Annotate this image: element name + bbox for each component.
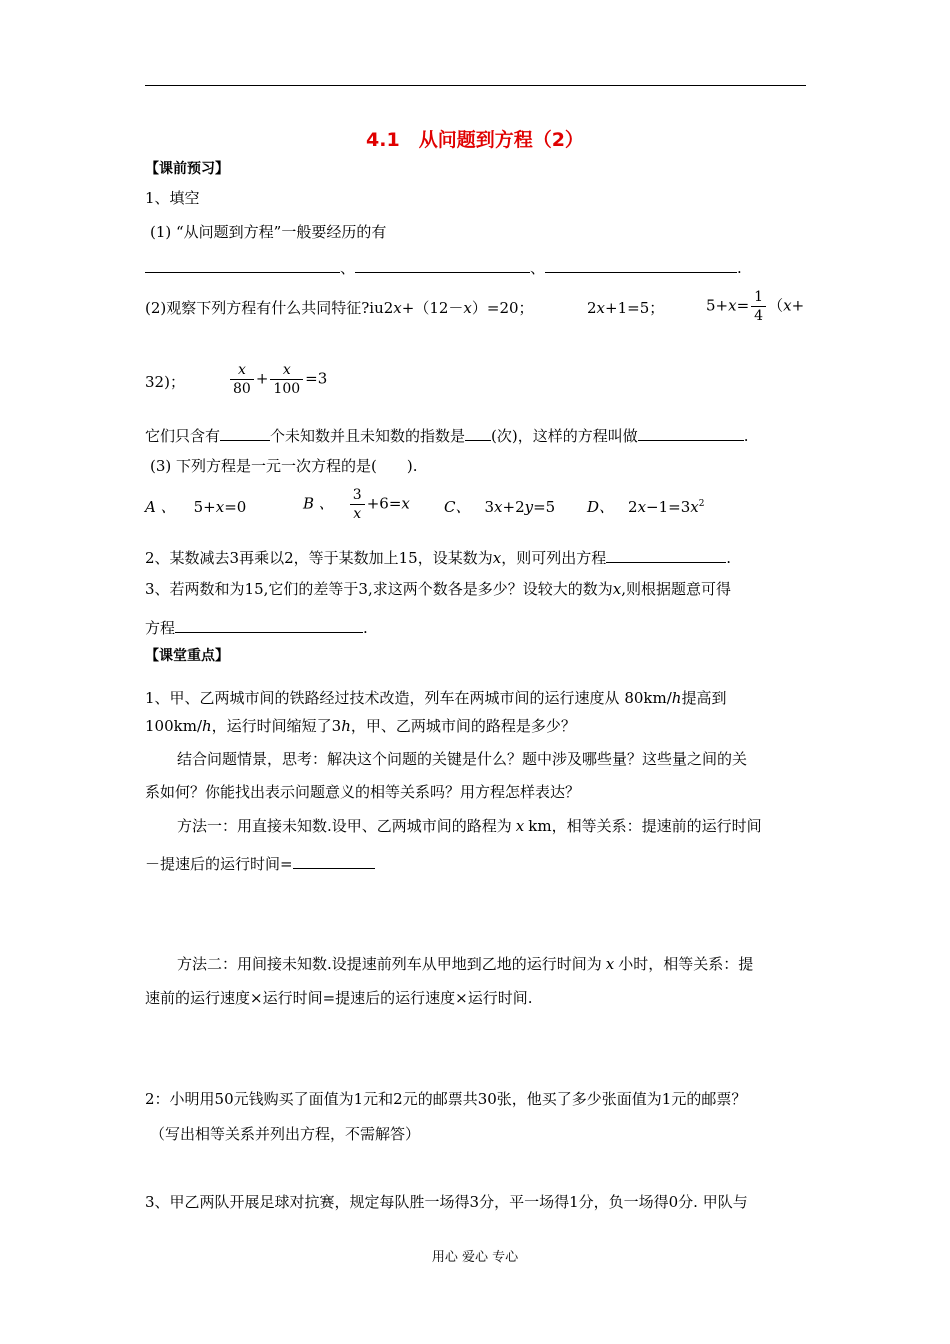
k3-line1: 3、甲乙两队开展足球对抗赛，规定每队胜一场得3分，平一场得1分，负一场得0分. 甲队与	[145, 1193, 748, 1211]
k1-method2-line1: 方法二：用间接未知数.设提速前列车从甲地到乙地的运行时间为 x 小时，相等关系：提	[177, 955, 754, 973]
fraction-x-over-80: $\frac{x}{80}$	[230, 363, 254, 396]
q2-text: 2、某数减去3再乘以2，等于某数加上15，设某数为x，则可列出方程 .	[145, 549, 731, 567]
fraction-x-over-100: $\frac{x}{100}$	[270, 363, 303, 396]
q1-part2-intro: (2)观察下列方程有什么共同特征?iu2x+（12－x）=20；	[145, 299, 534, 317]
equation-3-continued: 32)；	[145, 373, 185, 391]
k1-method1-blank[interactable]	[293, 854, 375, 869]
q1-part1-text: (1) “从问题到方程”一般要经历的有	[150, 223, 387, 241]
fraction-3-over-x: $\frac{3}{x}$	[350, 488, 365, 521]
blank-3[interactable]	[545, 258, 737, 273]
k1-line2: 100km/h，运行时间缩短了3h，甲、乙两城市间的路程是多少？	[145, 717, 576, 735]
option-b[interactable]: B 、 $\frac{3}{x}$ +6=x	[303, 487, 410, 522]
period: .	[737, 259, 742, 277]
k2-line2: （写出相等关系并列出方程，不需解答）	[150, 1125, 421, 1143]
section-preview-heading: 【课前预习】	[145, 161, 229, 177]
blank-2[interactable]	[355, 258, 530, 273]
option-a[interactable]: A 、 5+x=0	[145, 498, 247, 516]
page-title: 4.1 从问题到方程（2）	[366, 129, 584, 151]
separator: 、	[340, 259, 356, 277]
section-key-points-heading: 【课堂重点】	[145, 648, 229, 664]
blank-1[interactable]	[145, 258, 340, 273]
k1-think-line1: 结合问题情景，思考：解决这个问题的关键是什么？题中涉及哪些量？这些量之间的关	[177, 750, 748, 768]
blank-name[interactable]	[638, 426, 744, 441]
top-rule	[145, 85, 806, 86]
q1-part3-text: (3) 下列方程是一元一次方程的是( ).	[150, 457, 418, 475]
k1-method2-line2: 速前的运行速度×运行时间=提速后的运行速度×运行时间.	[145, 989, 533, 1007]
q3-text: 3、若两数和为15,它们的差等于3,求这两个数各是多少？设较大的数为x,则根据题意可得	[145, 580, 731, 598]
q3-line2: 方程 .	[145, 619, 368, 637]
k2-line1: 2：小明用50元钱购买了面值为1元和2元的邮票共30张，他买了多少张面值为1元的邮票？	[145, 1090, 747, 1108]
fraction-one-quarter: $\frac{1}{4}$	[751, 290, 766, 323]
q3-answer-blank[interactable]	[175, 618, 363, 633]
equation-4: $\frac{x}{80}$ + $\frac{x}{100}$ =3	[228, 363, 327, 396]
k1-method1-line1: 方法一：用直接未知数.设甲、乙两城市间的路程为 x km，相等关系：提速前的运行时间	[177, 817, 762, 835]
option-d[interactable]: D、 $2x-1=3x^2$	[587, 498, 705, 516]
equation-3: 5+x= $\frac{1}{4}$ （x+	[706, 289, 805, 324]
separator: 、	[530, 259, 546, 277]
k1-think-line2: 系如何？你能找出表示问题意义的相等关系吗？用方程怎样表达？	[145, 783, 581, 801]
q2-answer-blank[interactable]	[606, 548, 726, 563]
k1-line1: 1、甲、乙两城市间的铁路经过技术改造，列车在两城市间的运行速度从 80km/h提高到	[145, 689, 727, 707]
blank-degree[interactable]	[465, 426, 491, 441]
option-c[interactable]: C、 3x+2y=5	[444, 498, 556, 516]
q1-part1-blanks	[145, 258, 742, 276]
equation-2: 2x+1=5；	[587, 299, 665, 317]
page-footer: 用心 爱心 专心	[431, 1250, 519, 1265]
blank-count[interactable]	[220, 426, 270, 441]
q1-label: 1、填空	[145, 189, 200, 207]
k1-method1-line2: －提速后的运行时间=	[145, 854, 375, 872]
q1-part2-summary: 它们只含有 个未知数并且未知数的指数是 (次)，这样的方程叫做 .	[145, 427, 749, 445]
